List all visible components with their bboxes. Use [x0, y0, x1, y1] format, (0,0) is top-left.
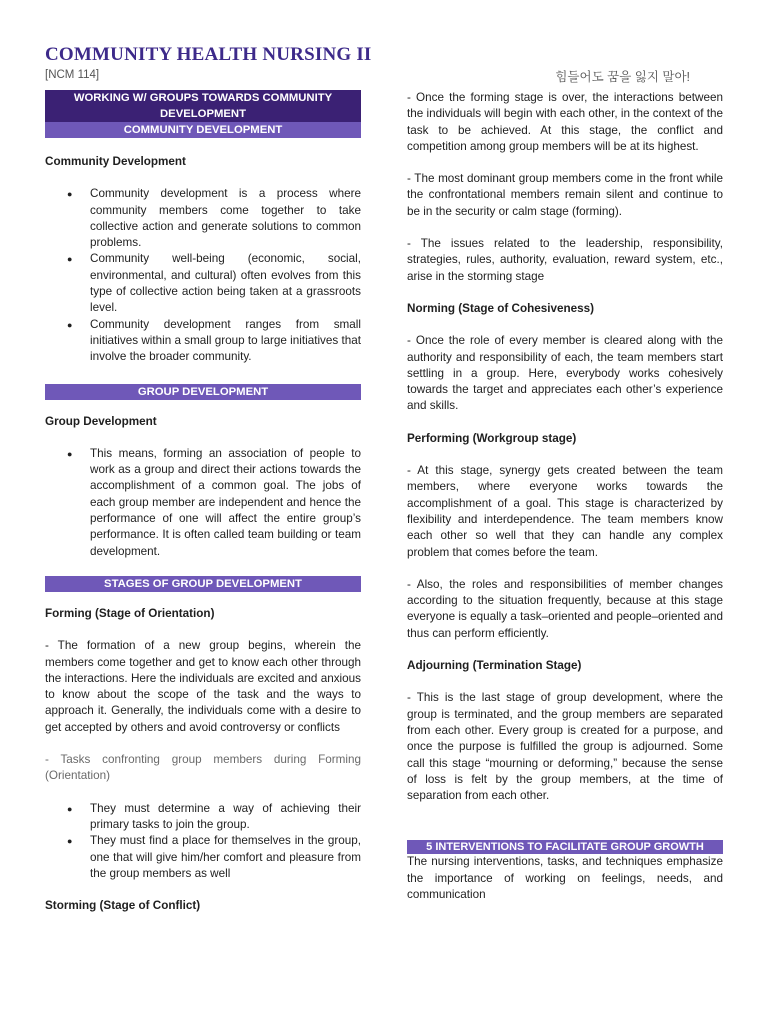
storming-paragraph-3: - The issues related to the leadership, responsibility, strategies, rules, authority, evaluation, reward system, etc., arise in the storming stage: [407, 237, 723, 283]
forming-tasks-text: - Tasks confronting group members during Forming (Orientation): [45, 753, 361, 783]
course-code: [NCM 114]: [45, 69, 100, 81]
list-item: ● This means, forming an association of people to work as a group and direct their actions towards the accomplishment of a common goal. The jobs of each group member are independent and hence the performance of one will affect the entire group’s performance. It is often called team building or team development.: [45, 446, 361, 560]
right-column: [407, 90, 723, 903]
community-development-list: [45, 186, 361, 365]
forming-tasks-list: [45, 801, 361, 882]
norming-heading: Norming (Stage of Cohesiveness): [407, 301, 595, 315]
left-column: [45, 90, 361, 914]
group-development-heading: Group Development: [45, 414, 157, 428]
adjourning-paragraph: - This is the last stage of group development, where the group is terminated, and the group members are separated from each other. Every group is created for a purpose, and once the purpose is fulfilled the group is adjourned. Some call this stage “mourning or deforming,” because the sense of loss is felt by the group members, at the time of separation from each other.: [407, 691, 723, 803]
performing-heading: Performing (Workgroup stage): [407, 431, 577, 445]
forming-heading: Forming (Stage of Orientation): [45, 606, 215, 620]
group-development-list: [45, 446, 361, 560]
list-item: ● They must determine a way of achieving their primary tasks to join the group.: [45, 801, 361, 834]
storming-paragraph-1: - Once the forming stage is over, the interactions between the individuals will begin with each other, in the context of the task to be achieved. At this stage, the conflict and competition among group members will be at its highest.: [407, 91, 723, 153]
korean-motto: 힘들어도 꿈을 잃지 말아!: [555, 70, 690, 84]
section-bar-group-development: GROUP DEVELOPMENT: [45, 384, 361, 400]
section-bar-stages: STAGES OF GROUP DEVELOPMENT: [45, 576, 361, 592]
section-bar-working-with-groups: WORKING W/ GROUPS TOWARDS COMMUNITY DEVELOPMENT: [45, 90, 361, 122]
community-development-heading: Community Development: [45, 155, 186, 168]
storming-heading: Storming (Stage of Conflict): [45, 899, 201, 913]
performing-paragraph-1: - At this stage, synergy gets created between the team members, where everyone works towards the accomplishment of a goal. This stage is characterized by flexibility and interdependence. The team members know each other so well that they can handle any complex problem that comes before the team.: [407, 464, 723, 559]
document-title: COMMUNITY HEALTH NURSING II: [45, 44, 372, 65]
norming-paragraph: - Once the role of every member is cleared along with the authority and responsibility of each, the team members start settling in a group. Here, everybody works cohesively towards the target and appreciates each other’s experience and skills.: [407, 334, 723, 413]
storming-paragraph-2: - The most dominant group members come in the front while the confrontational members remain silent and continue to be in the security or calm stage (forming).: [407, 172, 723, 218]
list-item: ● Community development is a process where community members come together to take collective action and generate solutions to common problems.: [45, 186, 361, 251]
forming-text: - The formation of a new group begins, wherein the members come together and get to know each other through the interactions. Here the individuals are excited and anxious to know about the scope of the task and the ways to approach it. Generally, the individuals come with a desire to get accepted by others and avoid controversy or conflicts: [45, 639, 361, 734]
adjourning-heading: Adjourning (Termination Stage): [407, 659, 582, 673]
section-bar-interventions: 5 INTERVENTIONS TO FACILITATE GROUP GROWTH: [407, 840, 723, 854]
list-item: ● Community development ranges from small initiatives within a small group to large initiatives that involve the broader community.: [45, 317, 361, 366]
list-item: ● They must find a place for themselves in the group, one that will give him/her comfort and pleasure from the group members as well: [45, 833, 361, 882]
list-item: ● Community well-being (economic, social, environmental, and cultural) often evolves from this type of collective action being taken at a grassroots level.: [45, 251, 361, 316]
interventions-paragraph: The nursing interventions, tasks, and techniques emphasize the importance of working on feelings, needs, and communication: [407, 855, 723, 901]
performing-paragraph-2: - Also, the roles and responsibilities of member changes according to the situation frequently, because at this stage everyone is equally a task–oriented and people–oriented and thus can perform efficiently.: [407, 577, 723, 640]
section-bar-community-development: COMMUNITY DEVELOPMENT: [45, 122, 361, 138]
